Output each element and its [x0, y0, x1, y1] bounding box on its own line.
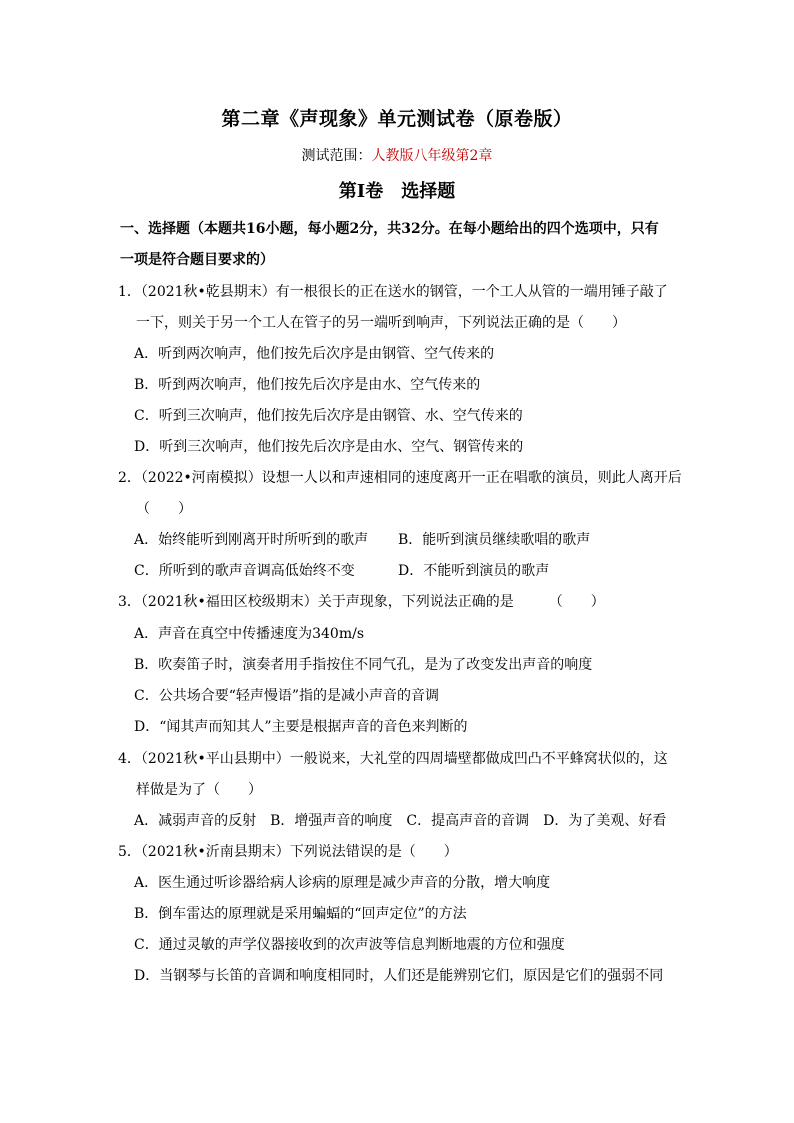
section-volume: 第Ⅰ卷 [338, 181, 384, 202]
question-1-stem: 1．（2021秋•乾县期末）有一根很长的正在送水的钢管，一个工人从管的一端用锤子敲了 [118, 284, 668, 300]
question-5-stem: 5．（2021秋•沂南县期末）下列说法错误的是（ ） [118, 844, 458, 860]
question-2-option-b: B．能听到演员继续歌唱的歌声 [398, 532, 591, 548]
question-2-stem-cont: （ ） [136, 501, 192, 517]
question-3-option-a: A．声音在真空中传播速度为340m/s [134, 626, 365, 642]
instructions-line-2: 一项是符合题目要求的） [120, 252, 274, 268]
question-1-option-a: A．听到两次响声，他们按先后次序是由钢管、空气传来的 [134, 346, 495, 362]
question-5-option-c: C．通过灵敏的声学仪器接收到的次声波等信息判断地震的方位和强度 [134, 937, 565, 953]
section-type: 选择题 [401, 181, 456, 202]
question-1-option-d: D．听到三次响声，他们按先后次序是由水、空气、钢管传来的 [134, 439, 524, 455]
question-1-option-c: C．听到三次响声，他们按先后次序是由钢管、水、空气传来的 [134, 408, 523, 424]
test-scope-label: 测试范围： [301, 148, 372, 164]
question-5-option-a: A．医生通过听诊器给病人诊病的原理是减少声音的分散，增大响度 [134, 875, 551, 891]
question-2-stem: 2．（2022•河南模拟）设想一人以和声速相同的速度离开一正在唱歌的演员，则此人离开后 [118, 470, 682, 486]
question-2-option-a: A．始终能听到刚离开时所听到的歌声 [134, 532, 369, 548]
document-title: 第二章《声现象》单元测试卷（原卷版） [221, 108, 573, 130]
test-scope [0, 145, 794, 165]
question-4-options: A．减弱声音的反射 B．增强声音的响度 C．提高声音的音调 D．为了美观、好看 [134, 813, 667, 829]
question-3-option-b: B．吹奏笛子时，演奏者用手指按住不同气孔，是为了改变发出声音的响度 [134, 657, 593, 673]
question-3-stem: 3．（2021秋•福田区校级期末）关于声现象，下列说法正确的是 （ ） [118, 594, 605, 610]
test-scope-value: 人教版八年级第2章 [371, 148, 493, 164]
question-3-option-d: D．“闻其声而知其人”主要是根据声音的音色来判断的 [134, 719, 468, 735]
question-5-option-d: D．当钢琴与长笛的音调和响度相同时，人们还是能辨别它们，原因是它们的强弱不同 [134, 968, 664, 984]
question-4-stem: 4．（2021秋•平山县期中）一般说来，大礼堂的四周墙壁都做成凹凸不平蜂窝状似的，这 [118, 751, 668, 767]
question-1-option-b: B．听到两次响声，他们按先后次序是由水、空气传来的 [134, 377, 481, 393]
question-2-option-d: D．不能听到演员的歌声 [398, 563, 550, 579]
section-heading [0, 177, 794, 203]
question-2-option-c: C．所听到的歌声音调高低始终不变 [134, 563, 355, 579]
question-5-option-b: B．倒车雷达的原理就是采用蝙蝠的“回声定位”的方法 [134, 906, 467, 922]
question-4-stem-cont: 样做是为了（ ） [136, 782, 262, 798]
question-1-stem-cont: 一下，则关于另一个工人在管子的另一端听到响声，下列说法正确的是（ ） [136, 315, 626, 331]
instructions-line-1: 一、选择题（本题共16小题，每小题2分，共32分。在每小题给出的四个选项中，只有 [120, 221, 659, 237]
question-3-option-c: C．公共场合要“轻声慢语”指的是减小声音的音调 [134, 688, 440, 704]
